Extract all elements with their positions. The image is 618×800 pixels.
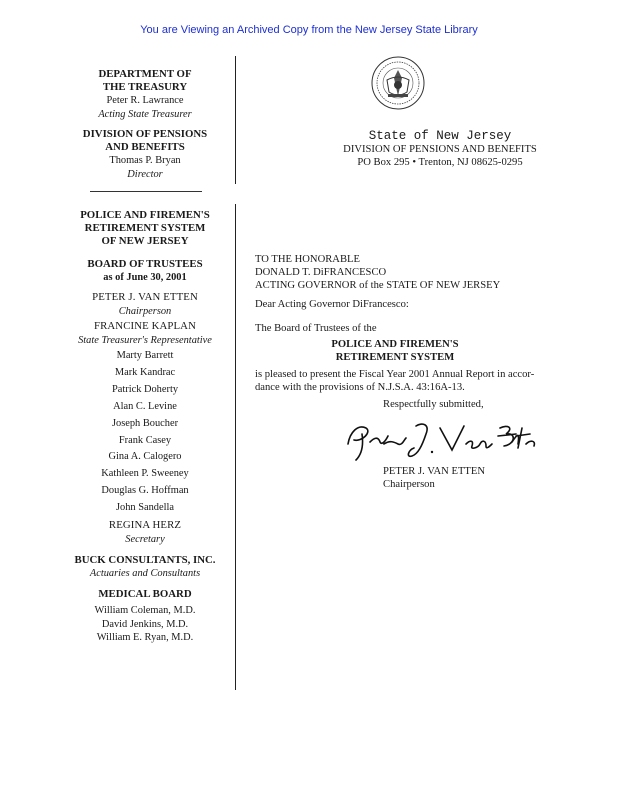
archive-banner: You are Viewing an Archived Copy from the New Jersey State Library (140, 24, 478, 36)
signer-title: Chairperson (383, 479, 435, 490)
system-name-block (255, 338, 535, 364)
treasury-block (70, 68, 220, 121)
addressee-line2: DONALD T. DiFRANCESCO (255, 267, 387, 278)
trustee-item: Gina A. Calogero (108, 451, 182, 463)
letterhead (290, 129, 590, 169)
secretary-block (70, 519, 220, 546)
closing: Respectfully submitted, (383, 399, 484, 410)
division-line1: DIVISION OF PENSIONS (82, 128, 208, 140)
secretary-name: REGINA HERZ (108, 519, 182, 531)
medical-item: William Coleman, M.D. (94, 605, 196, 616)
signature-image (340, 414, 540, 464)
rep-title: State Treasurer's Representative (78, 334, 212, 346)
system-name-line2: RETIREMENT SYSTEM (335, 352, 455, 363)
trustee-item: Marty Barrett (116, 350, 174, 361)
salutation: Dear Acting Governor DiFrancesco: (255, 299, 409, 310)
body-line2: dance with the provisions of N.J.S.A. 43:16A-13. (255, 382, 465, 393)
medical-item: David Jenkins, M.D. (101, 618, 189, 630)
consultant-title: Actuaries and Consultants (89, 568, 201, 579)
letter-body (255, 368, 534, 394)
rep-block (70, 320, 220, 347)
state-title: State of New Jersey (368, 129, 512, 143)
treasurer-name: Peter R. Lawrance (106, 95, 184, 106)
letter-intro: The Board of Trustees of the (255, 323, 377, 334)
medical-block (70, 588, 220, 645)
left-divider (90, 191, 202, 192)
trustee-item: Frank Casey (118, 434, 172, 446)
division-line2: AND BENEFITS (105, 141, 185, 153)
system-line3: OF NEW JERSEY (101, 235, 189, 247)
vertical-divider-bottom (235, 204, 236, 690)
header-address: PO Box 295 • Trenton, NJ 08625-0295 (357, 157, 523, 168)
medical-heading: MEDICAL BOARD (98, 588, 192, 600)
trustee-item: Kathleen P. Sweeney (101, 468, 189, 480)
chair-name: PETER J. VAN ETTEN (92, 291, 198, 303)
addressee-line1: TO THE HONORABLE (255, 254, 360, 265)
consultant-block (70, 554, 220, 581)
trustee-list (70, 348, 220, 517)
medical-item: William E. Ryan, M.D. (96, 632, 194, 643)
dept-line1: DEPARTMENT OF (98, 68, 192, 80)
treasurer-title: Acting State Treasurer (98, 108, 192, 120)
system-line2: RETIREMENT SYSTEM (84, 222, 206, 234)
board-block (70, 258, 220, 285)
body-line1: is pleased to present the Fiscal Year 2001 Annual Report in accor- (255, 369, 535, 380)
signer-name: PETER J. VAN ETTEN (383, 466, 486, 477)
trustee-item: Mark Kandrac (114, 366, 176, 378)
header-division: DIVISION OF PENSIONS AND BENEFITS (343, 144, 537, 155)
rep-name: FRANCINE KAPLAN (94, 320, 196, 332)
system-block (70, 209, 220, 248)
trustee-item: Patrick Doherty (111, 383, 179, 395)
trustee-item: Alan C. Levine (113, 400, 177, 412)
signer-block (383, 465, 485, 491)
secretary-title: Secretary (125, 533, 165, 545)
consultant-name: BUCK CONSULTANTS, INC. (74, 554, 216, 566)
system-line1: POLICE AND FIREMEN'S (80, 209, 210, 221)
board-heading: BOARD OF TRUSTEES (87, 258, 203, 270)
addressee-line3: ACTING GOVERNOR of the STATE OF NEW JERSEY (255, 280, 501, 291)
board-date: as of June 30, 2001 (103, 272, 187, 283)
state-seal-icon (371, 56, 425, 110)
addressee-block (255, 253, 500, 292)
trustee-item: Joseph Boucher (111, 417, 179, 429)
trustee-item: John Sandella (115, 502, 174, 514)
chair-block (70, 291, 220, 318)
vertical-divider-top (235, 56, 236, 184)
trustee-item: Douglas G. Hoffman (101, 485, 189, 497)
division-block (70, 128, 220, 181)
director-title: Director (127, 168, 163, 180)
dept-line2: THE TREASURY (102, 81, 188, 93)
system-name-line1: POLICE AND FIREMEN'S (331, 339, 459, 350)
director-name: Thomas P. Bryan (109, 155, 181, 166)
chair-title: Chairperson (118, 305, 172, 317)
